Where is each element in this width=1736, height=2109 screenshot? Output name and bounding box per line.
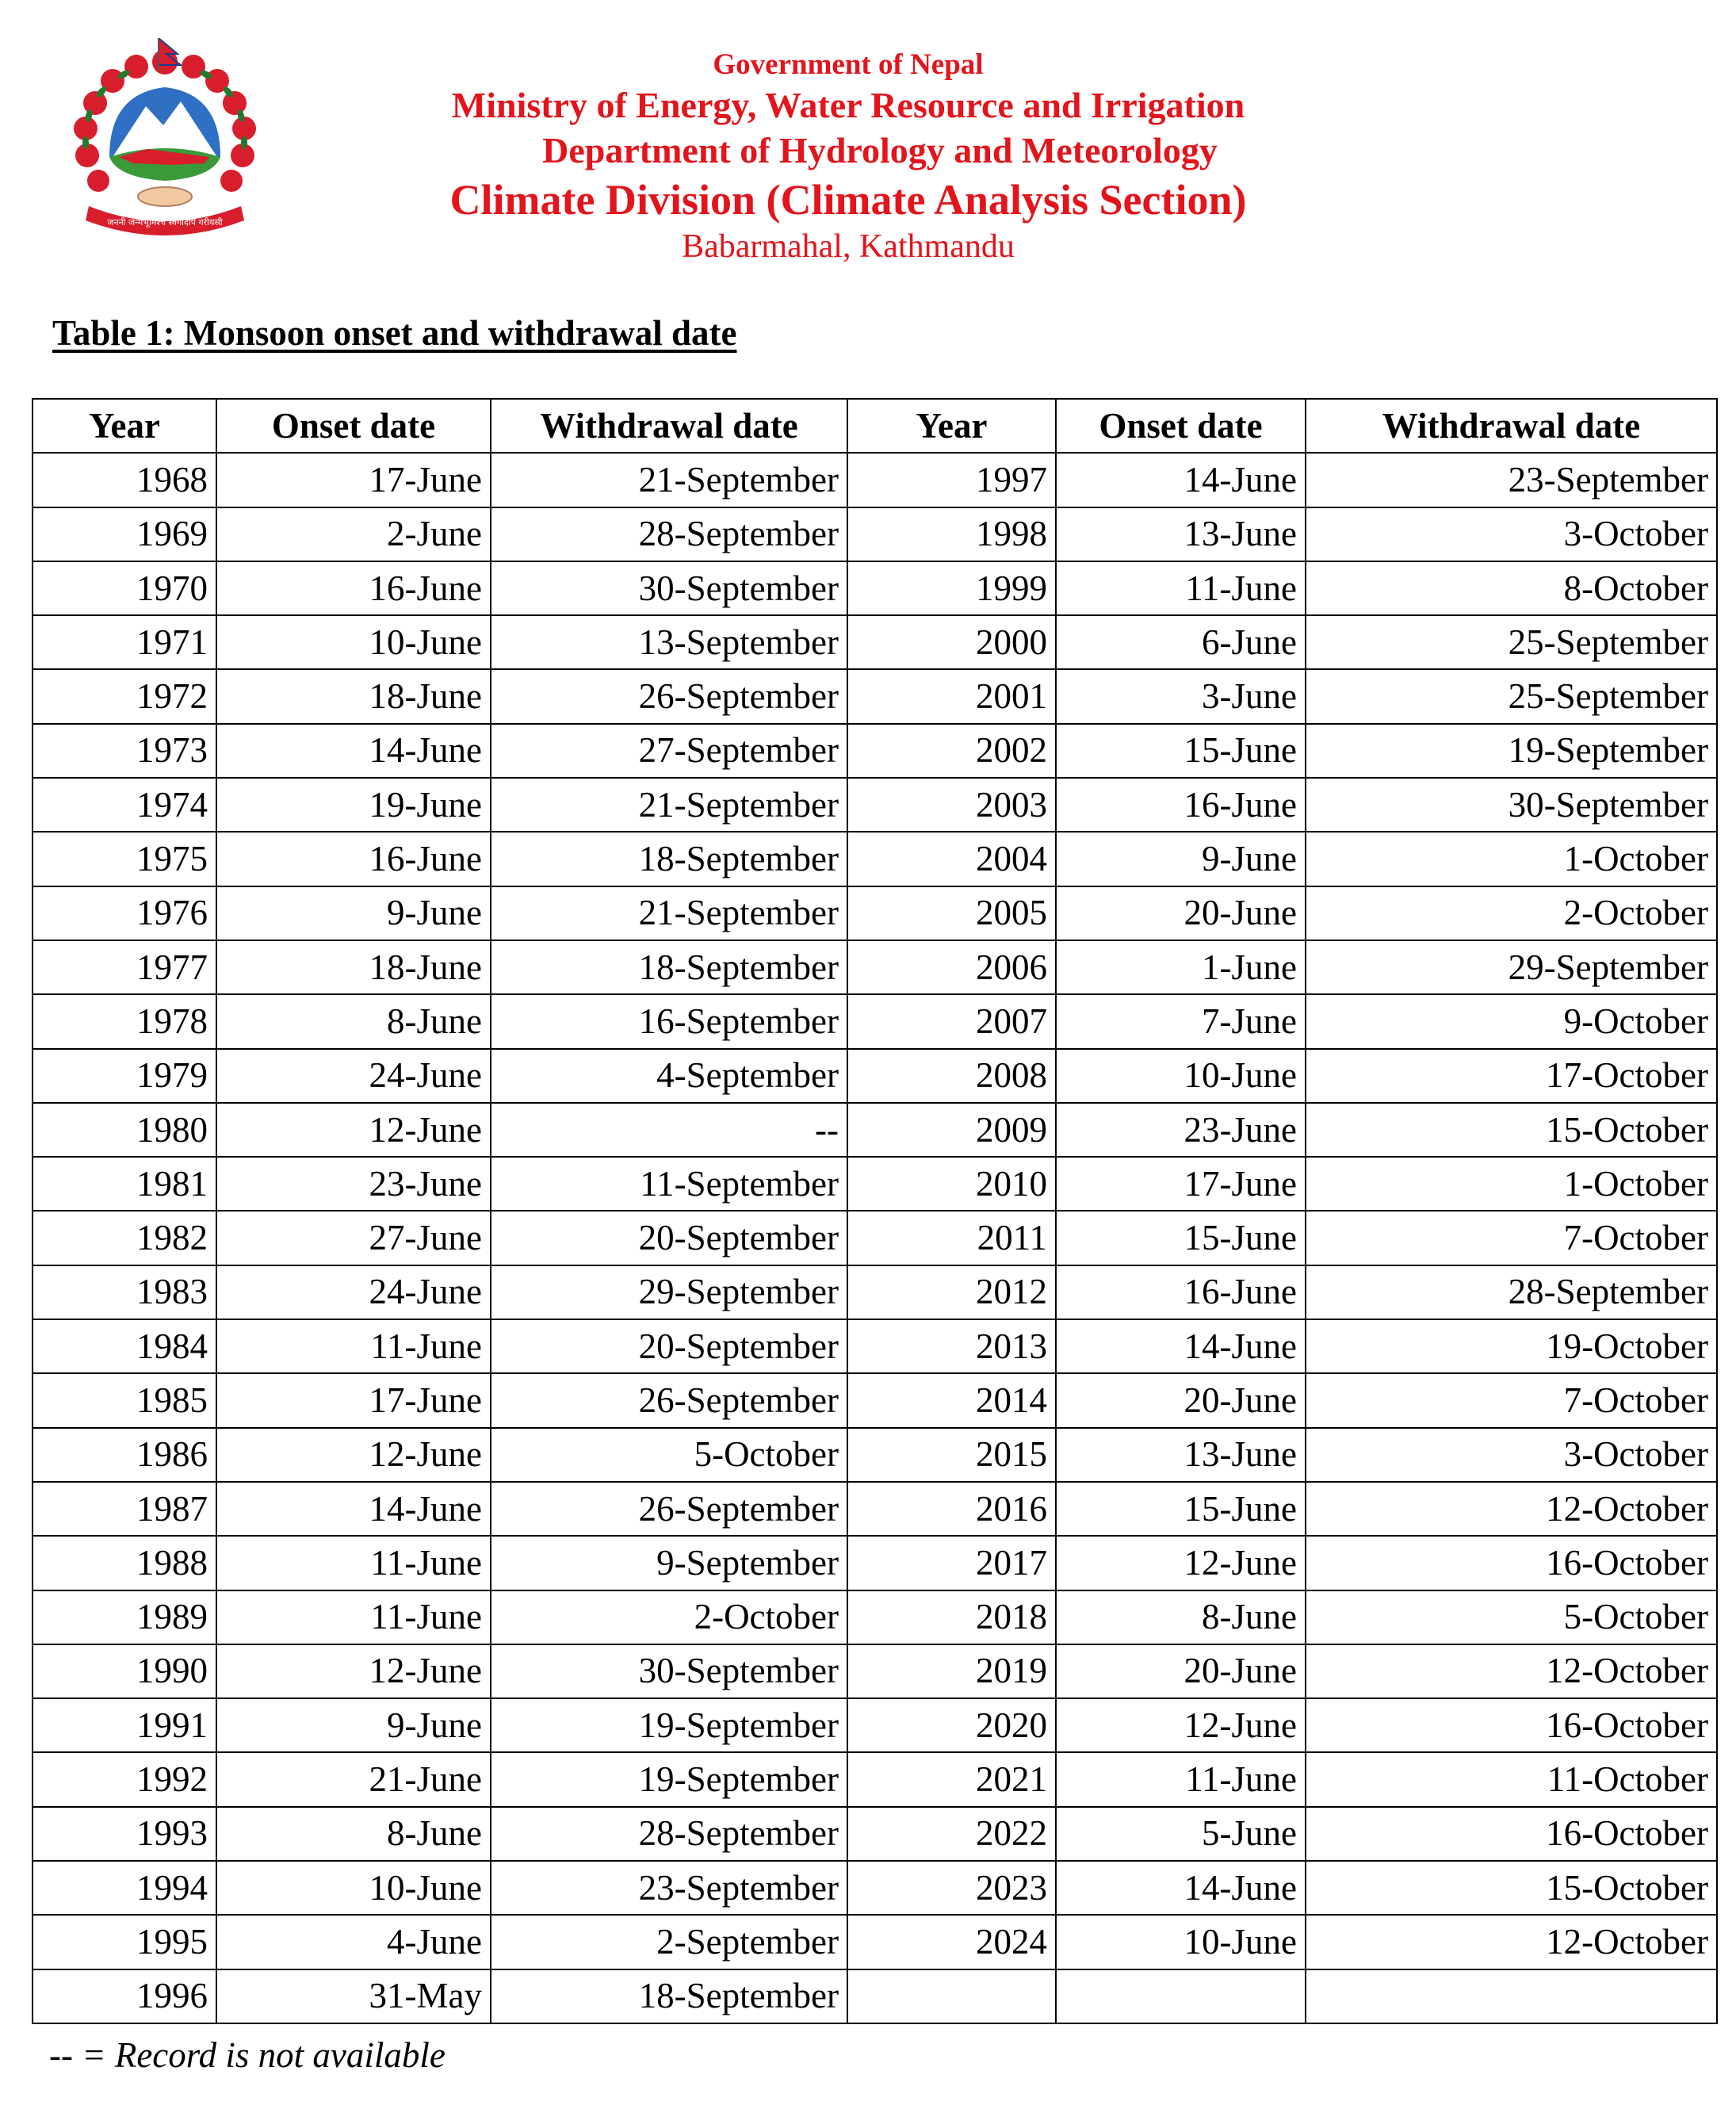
table-cell: 9-September (491, 1536, 847, 1590)
table-cell: 2015 (847, 1428, 1056, 1482)
table-cell: 1984 (33, 1319, 216, 1373)
table-row (33, 1861, 1717, 1915)
table-cell: 2023 (847, 1861, 1056, 1915)
table-cell: 13-June (1056, 1428, 1306, 1482)
table-cell: 2008 (847, 1049, 1056, 1103)
table-cell: 29-September (1306, 940, 1717, 994)
table-cell: 2-October (1306, 886, 1717, 940)
table-cell: 21-September (491, 778, 847, 832)
table-cell: 2024 (847, 1915, 1056, 1969)
table-row (33, 1211, 1717, 1265)
table-cell: 1989 (33, 1590, 216, 1644)
table-cell: 5-October (491, 1428, 847, 1482)
table-cell: 17-June (216, 453, 491, 507)
header-division: Climate Division (Climate Analysis Section) (449, 176, 1247, 224)
table-cell: 1999 (847, 561, 1056, 615)
table-cell: 26-September (491, 1482, 847, 1536)
table-row (33, 1536, 1717, 1590)
table-cell: 9-October (1306, 994, 1717, 1048)
table-cell: 18-June (216, 669, 491, 723)
table-cell: 11-June (1056, 561, 1306, 615)
table-cell: 1996 (33, 1969, 216, 2023)
table-cell: 2003 (847, 778, 1056, 832)
table-cell: 2006 (847, 940, 1056, 994)
table-cell: 2001 (847, 669, 1056, 723)
table-cell: 21-September (491, 886, 847, 940)
table-cell: 26-September (491, 1373, 847, 1427)
table-cell: -- (491, 1103, 847, 1157)
table-cell: 1997 (847, 453, 1056, 507)
table-cell: 12-June (1056, 1536, 1306, 1590)
table-cell: 1995 (33, 1915, 216, 1969)
table-title: Table 1: Monsoon onset and withdrawal date (52, 313, 737, 353)
table-cell: 11-June (216, 1590, 491, 1644)
header-address: Babarmahal, Kathmandu (682, 228, 1015, 265)
table-cell: 19-September (1306, 724, 1717, 778)
table-cell: 7-October (1306, 1211, 1717, 1265)
table-cell: 13-September (491, 615, 847, 669)
table-cell: 1987 (33, 1482, 216, 1536)
table-cell: 4-September (491, 1049, 847, 1103)
table-cell: 30-September (1306, 778, 1717, 832)
table-row (33, 778, 1717, 832)
column-header: Withdrawal date (1306, 399, 1717, 453)
table-cell: 27-June (216, 1211, 491, 1265)
table-cell: 2019 (847, 1644, 1056, 1698)
table-cell: 20-June (1056, 1644, 1306, 1698)
table-cell: 18-September (491, 832, 847, 886)
table-cell: 9-June (1056, 832, 1306, 886)
column-header: Year (33, 399, 216, 453)
table-row (33, 507, 1717, 561)
table-row (33, 1969, 1717, 2023)
table-cell: 2005 (847, 886, 1056, 940)
column-header: Onset date (1056, 399, 1306, 453)
table-cell: 30-September (491, 1644, 847, 1698)
table-cell: 19-October (1306, 1319, 1717, 1373)
table-cell: 20-June (1056, 886, 1306, 940)
table-row (33, 1698, 1717, 1752)
table-cell: 8-June (216, 1807, 491, 1861)
table-cell: 2009 (847, 1103, 1056, 1157)
table-cell: 15-October (1306, 1103, 1717, 1157)
table-cell: 2002 (847, 724, 1056, 778)
table-cell: 1972 (33, 669, 216, 723)
table-cell: 8-June (216, 994, 491, 1048)
table-cell: 7-October (1306, 1373, 1717, 1427)
table-row (33, 1103, 1717, 1157)
table-row (33, 1049, 1717, 1103)
table-cell: 2021 (847, 1752, 1056, 1806)
table-cell: 2013 (847, 1319, 1056, 1373)
table-cell: 10-June (216, 1861, 491, 1915)
table-cell: 17-October (1306, 1049, 1717, 1103)
table-cell: 1990 (33, 1644, 216, 1698)
table-cell: 26-September (491, 669, 847, 723)
table-cell: 1976 (33, 886, 216, 940)
table-cell: 10-June (216, 615, 491, 669)
column-header: Withdrawal date (491, 399, 847, 453)
table-cell: 11-September (491, 1157, 847, 1211)
table-cell: 2-October (491, 1590, 847, 1644)
table-row (33, 1157, 1717, 1211)
table-cell: 9-June (216, 886, 491, 940)
table-cell: 31-May (216, 1969, 491, 2023)
table-row (33, 1644, 1717, 1698)
table-cell: 24-June (216, 1265, 491, 1319)
table-cell: 2-September (491, 1915, 847, 1969)
table-cell: 11-June (1056, 1752, 1306, 1806)
table-cell: 21-June (216, 1752, 491, 1806)
table-header-row (33, 399, 1717, 453)
table-cell: 24-June (216, 1049, 491, 1103)
table-cell: 20-June (1056, 1373, 1306, 1427)
table-cell: 14-June (1056, 1861, 1306, 1915)
table-cell: 1-October (1306, 1157, 1717, 1211)
table-cell: 8-October (1306, 561, 1717, 615)
table-cell: 5-June (1056, 1807, 1306, 1861)
table-cell: 1998 (847, 507, 1056, 561)
table-cell: 7-June (1056, 994, 1306, 1048)
table-cell: 14-June (1056, 1319, 1306, 1373)
table-cell: 19-June (216, 778, 491, 832)
table-cell: 15-June (1056, 1482, 1306, 1536)
table-cell: 16-June (1056, 778, 1306, 832)
table-cell: 2010 (847, 1157, 1056, 1211)
table-cell (847, 1969, 1056, 2023)
table-cell: 6-June (1056, 615, 1306, 669)
table-cell: 11-October (1306, 1752, 1717, 1806)
table-cell: 16-June (216, 832, 491, 886)
table-cell: 5-October (1306, 1590, 1717, 1644)
table-row (33, 886, 1717, 940)
table-cell: 23-June (1056, 1103, 1306, 1157)
table-cell: 1969 (33, 507, 216, 561)
column-header: Onset date (216, 399, 491, 453)
footnote: -- = Record is not available (49, 2035, 445, 2075)
table-cell: 12-October (1306, 1915, 1717, 1969)
table-cell: 28-September (491, 1807, 847, 1861)
header-department: Department of Hydrology and Meteorology (542, 130, 1218, 170)
table-cell: 15-June (1056, 1211, 1306, 1265)
table-cell: 25-September (1306, 669, 1717, 723)
table-row (33, 1915, 1717, 1969)
table-row (33, 453, 1717, 507)
table-row (33, 1482, 1717, 1536)
table-cell (1306, 1969, 1717, 2023)
table-cell: 16-October (1306, 1807, 1717, 1861)
table-row (33, 940, 1717, 994)
table-cell: 1994 (33, 1861, 216, 1915)
table-cell: 10-June (1056, 1915, 1306, 1969)
table-row (33, 1752, 1717, 1806)
table-cell: 2011 (847, 1211, 1056, 1265)
table-cell: 3-June (1056, 669, 1306, 723)
table-cell: 2020 (847, 1698, 1056, 1752)
table-row (33, 615, 1717, 669)
table-cell: 1973 (33, 724, 216, 778)
table-cell: 2018 (847, 1590, 1056, 1644)
table-cell: 29-September (491, 1265, 847, 1319)
table-cell: 1981 (33, 1157, 216, 1211)
table-cell: 16-October (1306, 1698, 1717, 1752)
table-cell: 28-September (1306, 1265, 1717, 1319)
header-ministry: Ministry of Energy, Water Resource and Irrigation (451, 85, 1245, 125)
table-cell: 12-June (216, 1428, 491, 1482)
table-row (33, 1428, 1717, 1482)
table-cell: 1970 (33, 561, 216, 615)
table-cell: 2017 (847, 1536, 1056, 1590)
table-cell: 23-September (491, 1861, 847, 1915)
table-cell: 12-October (1306, 1644, 1717, 1698)
table-cell: 27-September (491, 724, 847, 778)
table-cell: 21-September (491, 453, 847, 507)
table-cell: 10-June (1056, 1049, 1306, 1103)
table-cell: 1993 (33, 1807, 216, 1861)
table-cell (1056, 1969, 1306, 2023)
table-cell: 16-June (1056, 1265, 1306, 1319)
table-cell: 25-September (1306, 615, 1717, 669)
table-row (33, 1807, 1717, 1861)
table-cell: 19-September (491, 1752, 847, 1806)
table-cell: 30-September (491, 561, 847, 615)
table-row (33, 669, 1717, 723)
table-cell: 1979 (33, 1049, 216, 1103)
table-cell: 9-June (216, 1698, 491, 1752)
emblem-motto: जननी जन्मभूमिश्च स्वर्गादपि गरीयसी (107, 217, 223, 228)
table-row (33, 724, 1717, 778)
table-cell: 12-June (216, 1103, 491, 1157)
table-cell: 14-June (216, 724, 491, 778)
table-cell: 15-October (1306, 1861, 1717, 1915)
table-cell: 1983 (33, 1265, 216, 1319)
table-cell: 12-October (1306, 1482, 1717, 1536)
table-cell: 1975 (33, 832, 216, 886)
table-cell: 1980 (33, 1103, 216, 1157)
table-cell: 1971 (33, 615, 216, 669)
table-cell: 1991 (33, 1698, 216, 1752)
table-cell: 20-September (491, 1319, 847, 1373)
table-cell: 1-October (1306, 832, 1717, 886)
table-cell: 17-June (216, 1373, 491, 1427)
table-cell: 14-June (216, 1482, 491, 1536)
column-header: Year (847, 399, 1056, 453)
table-cell: 16-October (1306, 1536, 1717, 1590)
table-row (33, 1265, 1717, 1319)
table-cell: 4-June (216, 1915, 491, 1969)
table-cell: 19-September (491, 1698, 847, 1752)
table-cell: 17-June (1056, 1157, 1306, 1211)
table-row (33, 561, 1717, 615)
table-cell: 23-September (1306, 453, 1717, 507)
monsoon-table (32, 398, 1718, 2024)
table-cell: 1982 (33, 1211, 216, 1265)
header-government: Government of Nepal (713, 48, 984, 81)
table-cell: 1-June (1056, 940, 1306, 994)
table-cell: 2-June (216, 507, 491, 561)
table-cell: 23-June (216, 1157, 491, 1211)
table-cell: 2012 (847, 1265, 1056, 1319)
table-row (33, 832, 1717, 886)
table-row (33, 1319, 1717, 1373)
table-cell: 8-June (1056, 1590, 1306, 1644)
table-cell: 12-June (216, 1644, 491, 1698)
table-cell: 2007 (847, 994, 1056, 1048)
table-cell: 18-June (216, 940, 491, 994)
table-cell: 20-September (491, 1211, 847, 1265)
table-cell: 2004 (847, 832, 1056, 886)
table-cell: 15-June (1056, 724, 1306, 778)
table-cell: 1986 (33, 1428, 216, 1482)
table-cell: 1988 (33, 1536, 216, 1590)
table-cell: 14-June (1056, 453, 1306, 507)
table-row (33, 994, 1717, 1048)
table-cell: 3-October (1306, 507, 1717, 561)
table-cell: 18-September (491, 940, 847, 994)
table-cell: 1974 (33, 778, 216, 832)
table-cell: 13-June (1056, 507, 1306, 561)
table-cell: 11-June (216, 1319, 491, 1373)
table-cell: 1977 (33, 940, 216, 994)
table-cell: 12-June (1056, 1698, 1306, 1752)
table-cell: 2022 (847, 1807, 1056, 1861)
table-cell: 28-September (491, 507, 847, 561)
table-cell: 1992 (33, 1752, 216, 1806)
table-cell: 1968 (33, 453, 216, 507)
table-row (33, 1373, 1717, 1427)
table-cell: 11-June (216, 1536, 491, 1590)
table-cell: 1978 (33, 994, 216, 1048)
table-cell: 16-September (491, 994, 847, 1048)
table-cell: 3-October (1306, 1428, 1717, 1482)
table-cell: 16-June (216, 561, 491, 615)
table-cell: 2014 (847, 1373, 1056, 1427)
table-cell: 2016 (847, 1482, 1056, 1536)
table-cell: 1985 (33, 1373, 216, 1427)
table-cell: 2000 (847, 615, 1056, 669)
table-cell: 18-September (491, 1969, 847, 2023)
table-row (33, 1590, 1717, 1644)
